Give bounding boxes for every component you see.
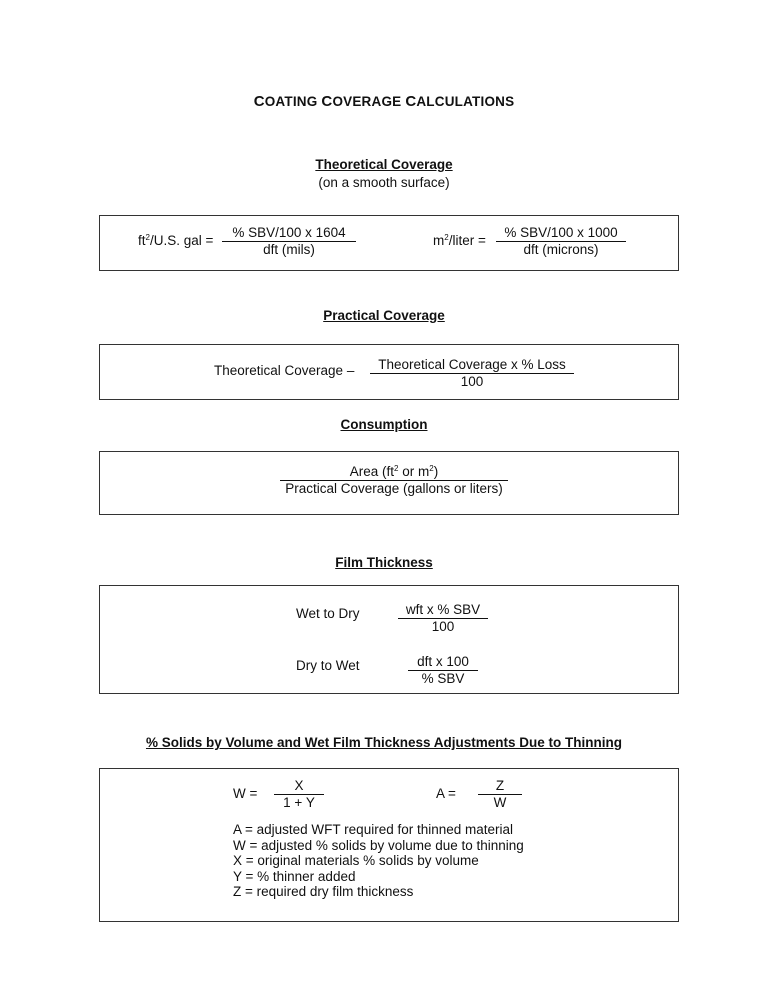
thinning-box bbox=[99, 768, 679, 922]
metric-lhs: $m^2$/liter = bbox=[433, 233, 486, 248]
legend-line: X = original materials % solids by volume bbox=[233, 853, 479, 868]
imperial-denominator: dft (mils) bbox=[263, 242, 315, 257]
variable-legend bbox=[233, 822, 524, 900]
legend-line: W = adjusted % solids by volume due to thinning bbox=[233, 837, 524, 853]
a-lhs: A = bbox=[436, 786, 456, 801]
metric-numerator: % SBV/100 x 1000 bbox=[496, 225, 626, 242]
consumption-denominator: Practical Coverage (gallons or liters) bbox=[285, 481, 503, 496]
film-thickness-box bbox=[99, 585, 679, 694]
theoretical-coverage-box bbox=[99, 215, 679, 271]
imperial-numerator: % SBV/100 x 1604 bbox=[222, 225, 356, 242]
dry-to-wet-numerator: dft x 100 bbox=[408, 654, 478, 671]
a-denominator: W bbox=[493, 795, 507, 810]
legend-line: Z = required dry film thickness bbox=[233, 884, 414, 899]
w-denominator: 1 + Y bbox=[283, 795, 315, 810]
consumption-box bbox=[99, 451, 679, 515]
dry-to-wet-label: Dry to Wet bbox=[296, 658, 360, 673]
wet-to-dry-fraction bbox=[398, 602, 488, 635]
practical-denominator: 100 bbox=[460, 374, 484, 389]
film-thickness-heading: Film Thickness bbox=[335, 555, 433, 570]
wet-to-dry-denominator: 100 bbox=[431, 619, 455, 634]
practical-coverage-heading: Practical Coverage bbox=[323, 308, 445, 323]
w-fraction bbox=[274, 778, 324, 811]
a-fraction bbox=[478, 778, 522, 811]
consumption-heading: Consumption bbox=[340, 417, 428, 432]
theoretical-coverage-subheading: (on a smooth surface) bbox=[318, 175, 450, 190]
w-lhs: W = bbox=[233, 786, 258, 801]
theoretical-coverage-heading: Theoretical Coverage bbox=[315, 157, 453, 172]
practical-coverage-box bbox=[99, 344, 679, 400]
wet-to-dry-label: Wet to Dry bbox=[296, 606, 360, 621]
imperial-fraction bbox=[222, 225, 356, 258]
thinning-heading: % Solids by Volume and Wet Film Thickness Adjustments Due to Thinning bbox=[145, 735, 623, 750]
consumption-numerator: Area ($ft^2$ or $m^2$) bbox=[280, 461, 508, 481]
legend-line: A = adjusted WFT required for thinned material bbox=[233, 822, 514, 837]
metric-fraction bbox=[496, 225, 626, 258]
consumption-fraction bbox=[280, 461, 508, 497]
legend-line: Y = % thinner added bbox=[233, 868, 356, 884]
practical-lhs: Theoretical Coverage – bbox=[214, 363, 355, 378]
dry-to-wet-fraction bbox=[408, 654, 478, 687]
a-numerator: Z bbox=[478, 778, 522, 795]
page-title: COATING COVERAGE CALCULATIONS bbox=[253, 93, 515, 110]
practical-numerator: Theoretical Coverage x % Loss bbox=[370, 357, 574, 374]
w-numerator: X bbox=[274, 778, 324, 795]
metric-denominator: dft (microns) bbox=[523, 242, 599, 257]
imperial-lhs: $ft^2/U.S$. gal = bbox=[138, 233, 214, 248]
wet-to-dry-numerator: wft x % SBV bbox=[398, 602, 488, 619]
dry-to-wet-denominator: % SBV bbox=[421, 671, 465, 686]
practical-fraction bbox=[370, 357, 574, 390]
